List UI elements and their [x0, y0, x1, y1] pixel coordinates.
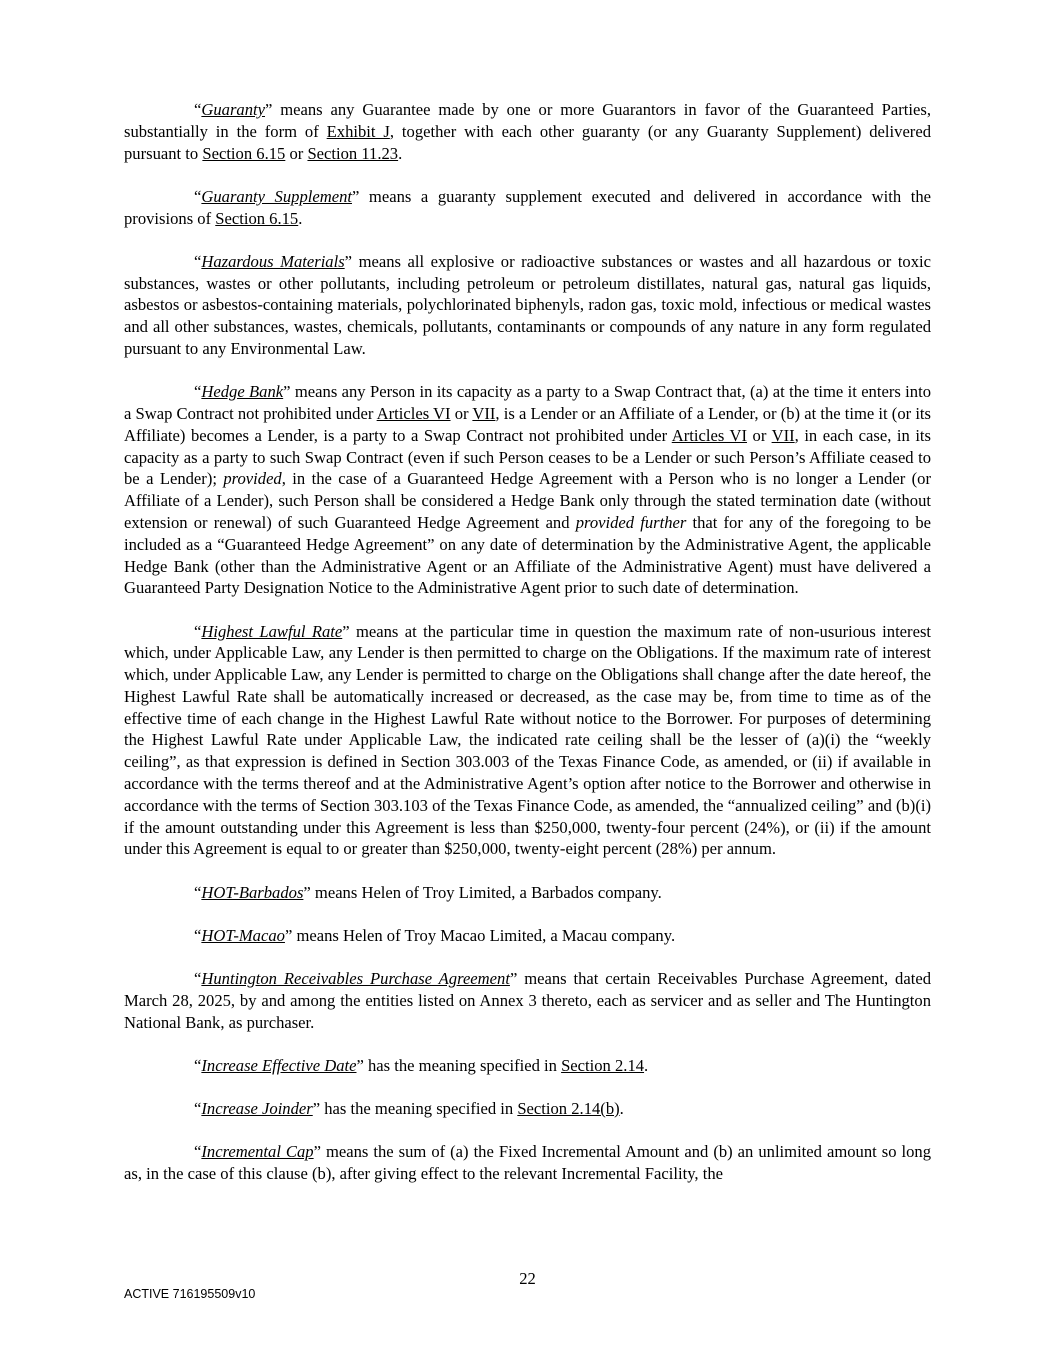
definition-text: that for any of the foregoing to be included as a “Guaranteed Hedge Agreement” on any date of determination by the Administrative Agent, the applicable Hedge Bank (other than the Administrative Agent or an Affiliate of the Administrative Agent) must have delivered a Guaranteed Party Designation Notice to the Administrative Agent prior to such date of determination.: [124, 512, 931, 598]
definition-text: .: [398, 143, 403, 163]
definition-text: ” means the sum of (a) the Fixed Incremental Amount and (b) an unlimited amount so long as, in the case of this clause (b), after giving effect to the relevant Incremental Facility, the: [124, 1142, 932, 1183]
definition-increase-joinder: [124, 1098, 931, 1120]
definition-hot-barbados: [124, 882, 931, 904]
defined-term: Hazardous Materials: [201, 251, 345, 271]
definition-text: ” means that certain Receivables Purchase Agreement, dated March 28, 2025, by and among the entities listed on Annex 3 thereto, each as servicer and as seller and The Huntington National Bank, as purchaser.: [124, 969, 931, 1032]
definition-text: , in each case, in its capacity as a party to such Swap Contract (even if such Person ceases to be a Lender or such Person’s Affiliate ceased to be a Lender);: [124, 425, 931, 489]
definition-hot-macao: [124, 925, 931, 947]
cross-reference-link[interactable]: Section 6.15: [202, 143, 286, 163]
definition-text: “: [194, 1055, 202, 1075]
definition-text: “: [194, 251, 202, 271]
defined-term: Guaranty Supplement: [201, 186, 352, 206]
definition-text: ” means Helen of Troy Macao Limited, a Macau company.: [284, 925, 676, 945]
cross-reference-link[interactable]: Section 6.15: [215, 208, 299, 228]
definition-text: ” means any Person in its capacity as a party to a Swap Contract that, (a) at the time it enters into a Swap Contract not prohibited under: [124, 382, 931, 423]
definition-text: “: [194, 969, 202, 989]
italic-text: provided: [223, 469, 282, 489]
definition-text: ” means Helen of Troy Limited, a Barbados company.: [303, 882, 662, 902]
definition-text: or: [450, 403, 473, 423]
definition-text: ” means any Guarantee made by one or more Guarantors in favor of the Guaranteed Parties, substantially in the form of: [124, 100, 931, 141]
cross-reference-link[interactable]: Exhibit J: [326, 121, 390, 141]
definition-text: ” has the meaning specified in: [312, 1099, 518, 1118]
definition-huntington-receivables: [124, 968, 931, 1033]
defined-term: Guaranty: [201, 100, 265, 119]
cross-reference-link[interactable]: Articles VI: [376, 403, 451, 423]
definition-text: “: [194, 100, 202, 119]
cross-reference-link[interactable]: VII: [472, 403, 496, 423]
definition-text: “: [194, 925, 202, 945]
defined-term: Hedge Bank: [201, 382, 284, 402]
definition-text: ” means all explosive or radioactive substances or wastes and all hazardous or toxic substances, wastes or other pollutants, including petroleum or petroleum distillates, natural gas, natural gas liquids, asbestos or asbestos-containing materials, polychlorinated biphenyls, radon gas, toxic mold, infectious or medical wastes and all other substances, wastes, chemicals, pollutants, contaminants or compounds of any nature in any form regulated pursuant to any Environmental Law.: [124, 251, 931, 358]
italic-text: provided further: [575, 512, 687, 532]
defined-term: Increase Joinder: [201, 1099, 313, 1118]
defined-term: Huntington Receivables Purchase Agreement: [201, 969, 510, 989]
definition-text: .: [644, 1055, 649, 1075]
definition-guaranty: [124, 99, 931, 164]
definition-text: “: [194, 1142, 202, 1162]
definition-text: ” means at the particular time in question the maximum rate of non-usurious interest which, under Applicable Law, any Lender is then permitted to charge on the Obligations. If the maximum rate of interest which, under Applicable Law, any Lender is permitted to charge on the Obligations shall change after the date hereof, the Highest Lawful Rate shall be automatically increased or decreased, as the case may be, from time to time as of the effective time of each change in the Highest Lawful Rate without notice to the Borrower. For purposes of determining the Highest Lawful Rate under Applicable Law, the indicated rate ceiling shall be the lesser of (a)(i) the “weekly ceiling”, as that expression is defined in Section 303.003 of the Texas Finance Code, as amended, or (ii) if available in accordance with the terms thereof and at the Administrative Agent’s option after notice to the Borrower and otherwise in accordance with the terms of Section 303.103 of the Texas Finance Code, as amended, the “annualized ceiling” and (b)(i) if the amount outstanding under this Agreement is less than $250,000, twenty-four percent (24%), or (ii) if the amount under this Agreement is equal to or greater than $250,000, twenty-eight percent (28%) per annum.: [124, 621, 932, 859]
cross-reference-link[interactable]: Section 2.14(b): [517, 1099, 620, 1118]
cross-reference-link[interactable]: Section 2.14: [561, 1055, 645, 1075]
definition-hazardous-materials: [124, 251, 931, 360]
defined-term: HOT-Macao: [201, 925, 285, 945]
definition-text: ” has the meaning specified in: [356, 1055, 562, 1075]
definition-guaranty-supplement: [124, 186, 931, 230]
page-number: 22: [519, 1269, 536, 1288]
definition-text: , in the case of a Guaranteed Hedge Agreement with a Person who is no longer a Lender (or Affiliate of a Lender), such Person shall be considered a Hedge Bank only through the stated termination date (without extension or renewal) of such Guaranteed Hedge Agreement and: [124, 469, 931, 532]
definition-incremental-cap: [124, 1141, 931, 1185]
definition-text: “: [194, 882, 202, 902]
cross-reference-link[interactable]: Section 11.23: [307, 143, 399, 163]
definition-text: ” means a guaranty supplement executed and delivered in accordance with the provisions of: [124, 186, 931, 228]
definition-text: .: [298, 208, 303, 228]
definition-text: or: [285, 143, 308, 163]
definition-text: “: [194, 621, 202, 641]
definition-text: or: [747, 425, 772, 445]
defined-term: Incremental Cap: [201, 1142, 314, 1162]
definition-text: , together with each other guaranty (or any Guaranty Supplement) delivered pursuant to: [124, 121, 931, 163]
definition-text: “: [194, 382, 202, 402]
definition-text: “: [194, 1099, 202, 1118]
definition-hedge-bank: [124, 381, 931, 599]
cross-reference-link[interactable]: Articles VI: [671, 425, 748, 445]
definition-text: “: [194, 186, 202, 206]
definition-highest-lawful-rate: [124, 621, 931, 861]
definition-text: .: [619, 1099, 624, 1118]
definition-increase-effective-date: [124, 1055, 931, 1077]
document-body: [124, 99, 931, 1206]
document-id: ACTIVE 716195509v10: [124, 1287, 256, 1301]
cross-reference-link[interactable]: VII: [771, 425, 795, 445]
defined-term: Highest Lawful Rate: [201, 621, 343, 641]
defined-term: HOT-Barbados: [201, 882, 304, 902]
defined-term: Increase Effective Date: [201, 1055, 357, 1075]
definition-text: , is a Lender or an Affiliate of a Lender, or (b) at the time it (or its Affiliate) becomes a Lender, is a party to a Swap Contract not prohibited under: [124, 403, 931, 445]
